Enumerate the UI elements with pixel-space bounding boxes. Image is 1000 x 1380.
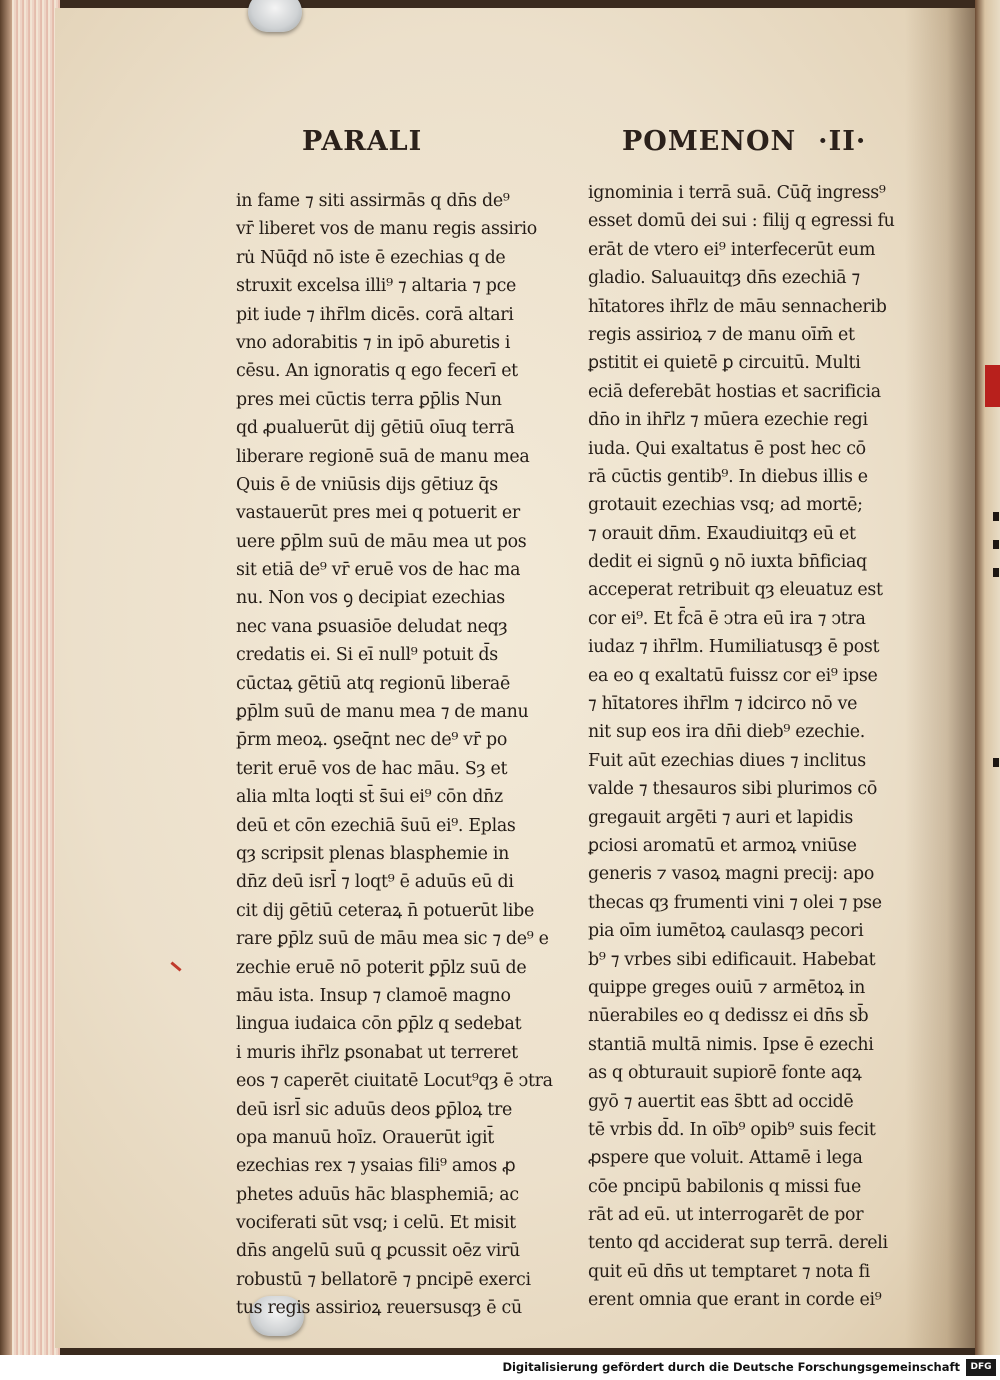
text-line: erent omnia que erant in corde ei⁹: [588, 1290, 882, 1311]
text-column-left: [236, 187, 553, 1323]
text-line: qȝ scripsit plenas blasphemie in: [236, 843, 510, 864]
text-line: hītatores ihr̄lz de māu sennacherib: [588, 296, 887, 317]
text-line: terit eruē vos de hac māu. Sȝ et: [236, 758, 508, 779]
text-line: vastauerūt pres mei q potuerit er: [236, 503, 520, 524]
text-line: uere ꝑp̄lm suū de māu mea ut pos: [236, 531, 527, 552]
text-column-right: [588, 179, 895, 1315]
text-line: ⁊ orauit dn̄m. Exaudiuitqȝ eū et: [588, 523, 856, 544]
text-line: lingua iudaica cōn ꝑp̄lz q sedebat: [236, 1014, 522, 1035]
text-line: ꝓspere que voluit. Attamē i lega: [588, 1148, 863, 1169]
facing-page-rubric-mark: [985, 365, 1000, 407]
text-line: opa manuū hoīz. Orauerūt igit̄: [236, 1127, 494, 1148]
text-line: vociferati sūt vsq; i celū. Et misit: [236, 1213, 516, 1234]
text-line: stantiā multā nimis. Ipse ē ezechi: [588, 1034, 874, 1055]
text-line: in fame ⁊ siti assirmās q dn̄s de⁹: [236, 191, 510, 211]
text-line: iuda. Qui exaltatus ē post hec cō: [588, 438, 866, 459]
text-line: p̄rm meoꝝ. ꝯseq̄nt nec de⁹ vr̄ po: [236, 730, 508, 751]
text-line: ea eo q exaltatū fuissz cor ei⁹ ipse: [588, 665, 878, 686]
text-line: cēsu. An ignoratis q ego fecerī et: [236, 361, 518, 382]
text-line: vno adorabitis ⁊ in ipō aburetis i: [236, 332, 511, 353]
text-line: ru̇ Nūq̄d nō iste ē ezechias q de: [236, 247, 506, 268]
text-line: tento qd acciderat sup terrā. dereli: [588, 1233, 888, 1254]
facing-page-glyph: [993, 568, 999, 577]
text-line: zechie eruē nō poterit ꝑp̄lz suū de: [236, 957, 527, 978]
text-line: liberare regionē suā de manu mea: [236, 446, 530, 467]
text-line: regis assirioꝝ ⁊ de manu oīm̄ et: [588, 324, 855, 345]
text-line: deū isrl̄ sic aduūs deos ꝑp̄loꝝ tre: [236, 1099, 512, 1120]
text-line: pit iude ⁊ ihr̄lm dicēs. corā altari: [236, 304, 514, 325]
gutter-shadow: [905, 8, 975, 1348]
binding-shadow: [0, 0, 12, 1355]
text-line: Quis ē de vniūsis dijs gētiuz q̄s: [236, 474, 498, 495]
page-clip-top: [248, 0, 302, 32]
text-line: robustū ⁊ bellatorē ⁊ pncipē exerci: [236, 1269, 531, 1290]
text-line: cōe pncipū babilonis q missi fue: [588, 1176, 861, 1197]
text-line: quippe greges ouiū ⁊ armētoꝝ in: [588, 977, 865, 998]
text-line: ꝑp̄lm suū de manu mea ⁊ de manu: [236, 702, 529, 723]
text-line: sit etiā de⁹ vr̄ eruē vos de hac ma: [236, 560, 521, 581]
text-line: dn̄s angelū suū q ꝑcussit oēz virū: [236, 1241, 520, 1262]
text-line: esset domū dei sui : filij q egressi fu: [588, 211, 895, 232]
footer-credit: Digitalisierung gefördert durch die Deutsche Forschungsgemeinschaft: [502, 1360, 960, 1374]
text-line: as q obturauit supiorē fonte aqꝝ: [588, 1063, 862, 1084]
text-line: cit dij gētiū ceteraꝝ n̄ potuerūt libe: [236, 900, 534, 921]
text-line: dn̄z deū isrl̄ ⁊ loqt⁹ ē aduūs eū di: [236, 872, 514, 893]
text-line: thecas qȝ frumenti vini ⁊ olei ⁊ pse: [588, 892, 882, 913]
text-line: ⁊ hītatores ihr̄lm ⁊ idcirco nō ve: [588, 694, 858, 715]
text-line: gladio. Saluauitqȝ dn̄s ezechiā ⁊: [588, 268, 860, 289]
text-line: quit eū dn̄s ut temptaret ⁊ nota fi: [588, 1261, 870, 1282]
footer-bar: [0, 1355, 1000, 1380]
text-line: gyō ⁊ auertit eas s̄btt ad occidē: [588, 1091, 854, 1112]
text-line: vr̄ liberet vos de manu regis assirio: [236, 219, 537, 240]
text-line: tus regis assirioꝝ reuersusqȝ ē cū: [236, 1298, 522, 1319]
text-line: acceperat retribuit qȝ eleuatuz est: [588, 580, 883, 601]
text-line: iudaz ⁊ ihr̄lm. Humiliatusqȝ ē post: [588, 637, 880, 658]
text-line: credatis ei. Si eī null⁹ potuit d̄s: [236, 645, 498, 666]
text-line: pres mei cūctis terra ꝑp̄lis Nun: [236, 389, 502, 410]
text-line: cor ei⁹. Et f̄cā ē ↄtra eū ira ⁊ ↄtra: [588, 608, 866, 629]
text-line: rare ꝑp̄lz suū de māu mea sic ⁊ de⁹ e: [236, 929, 549, 950]
text-line: generis ⁊ vasoꝝ magni precij: apo: [588, 864, 875, 885]
text-line: rāt ad eū. ut interrogarēt de por: [588, 1205, 864, 1226]
text-line: eos ⁊ caperēt ciuitatē Locut⁹qȝ ē ↄtra: [236, 1071, 553, 1092]
text-line: grotauit ezechias vsq; ad mortē;: [588, 495, 863, 516]
running-head-right-text: POMENON: [622, 126, 797, 157]
text-line: Fuit aūt ezechias diues ⁊ inclitus: [588, 750, 866, 771]
dfg-logo: DFG: [966, 1359, 996, 1376]
text-line: tē vrbis d̄d. In oīb⁹ opib⁹ suis fecit: [588, 1119, 876, 1140]
text-line: nit sup eos ira dn̄i dieb⁹ ezechie.: [588, 722, 865, 743]
text-line: nec vana ꝑsuasiōe deludat neqȝ: [236, 616, 508, 637]
text-line: nūerabiles eo q dedissz ei dn̄s sb̄: [588, 1006, 869, 1027]
text-line: qd ꝓualuerūt dij gētiū oīuq terrā: [236, 418, 515, 439]
text-line: dedit ei signū ꝯ nō iuxta bn̄ficiaq: [588, 552, 867, 573]
text-line: ꝑciosi aromatū et armoꝝ vniūse: [588, 835, 857, 856]
text-line: rā cūctis gentib⁹. In diebus illis e: [588, 466, 868, 487]
facing-page-glyph: [993, 540, 999, 549]
facing-page-edge: [975, 0, 1000, 1355]
text-line: alia mlta loqti st̄ s̄ui ei⁹ cōn dn̄z: [236, 787, 503, 808]
text-line: b⁹ ⁊ vrbes sibi edificauit. Habebat: [588, 949, 876, 970]
text-line: māu ista. Insup ⁊ clamoē magno: [236, 985, 511, 1006]
text-line: eciā deferebāt hostias et sacrificia: [588, 381, 881, 402]
text-line: nu. Non vos ꝯ decipiat ezechias: [236, 588, 505, 609]
text-line: ezechias rex ⁊ ysaias fili⁹ amos ꝓ: [236, 1156, 516, 1177]
text-line: struxit excelsa illi⁹ ⁊ altaria ⁊ pce: [236, 276, 517, 297]
text-line: dn̄o in ihr̄lz ⁊ mūera ezechie regi: [588, 410, 868, 431]
running-head-left: PARALI: [302, 126, 423, 157]
text-line: pia oīm iumētoꝝ caulasqȝ pecori: [588, 921, 864, 942]
folio-number: II: [828, 126, 856, 157]
running-head-right: POMENON ·II·: [622, 126, 867, 157]
text-line: i muris ihr̄lz ꝑsonabat ut terreret: [236, 1042, 518, 1063]
text-line: valde ⁊ thesauros sibi plurimos cō: [588, 779, 877, 800]
text-line: ignominia i terrā suā. Cūq̄ ingress⁹: [588, 183, 886, 203]
text-line: deū et cōn ezechiā s̄uū ei⁹. Eplas: [236, 815, 516, 836]
text-line: ꝑstitit ei quietē ꝑ circuitū. Multi: [588, 353, 861, 374]
text-line: phetes aduūs hāc blasphemiā; ac: [236, 1184, 519, 1205]
text-line: erāt de vtero ei⁹ interfecerūt eum: [588, 239, 876, 260]
facing-page-glyph: [993, 512, 999, 521]
facing-page-glyph: [993, 758, 999, 767]
text-line: gregauit argēti ⁊ auri et lapidis: [588, 807, 853, 828]
text-line: cūctaꝝ gētiū atq regionū liberaē: [236, 673, 510, 694]
